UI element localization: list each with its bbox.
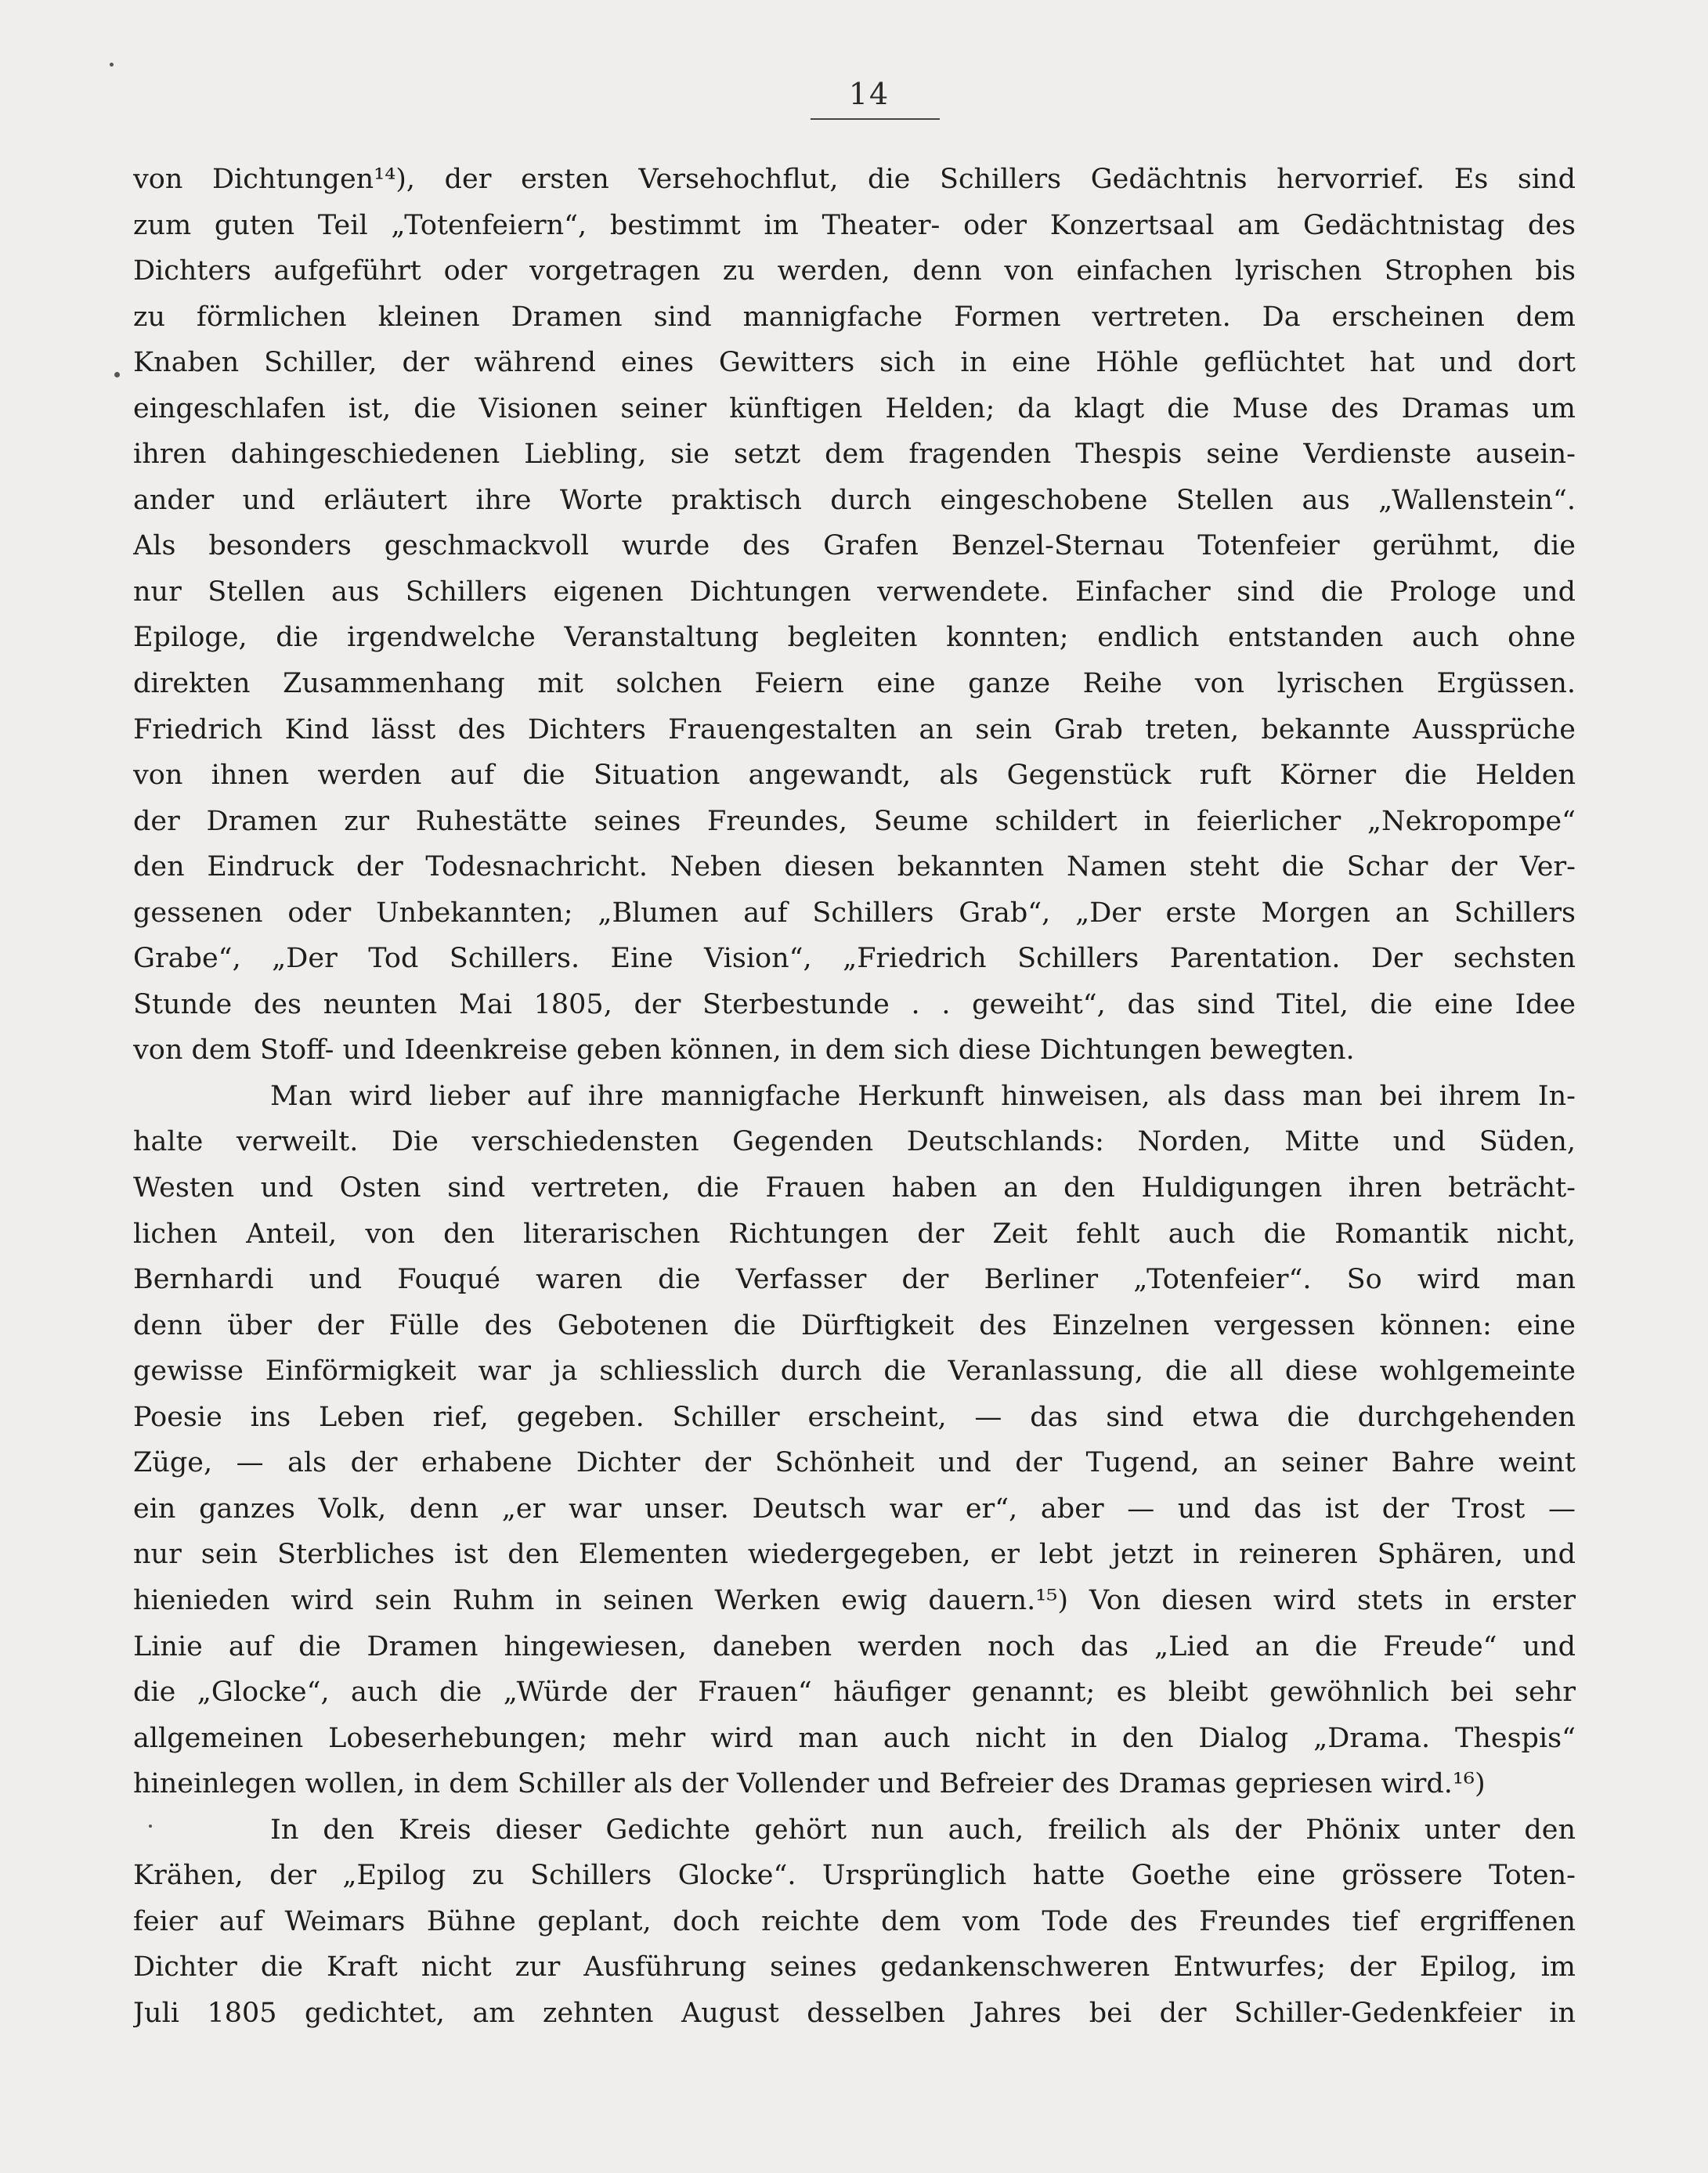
text-line: Man wird lieber auf ihre mannigfache Herkunft hinweisen, als dass man bei ihrem In- <box>270 1080 1576 1112</box>
page-number: 14 <box>848 77 890 111</box>
text-line: allgemeinen Lobeserhebungen; mehr wird man auch nicht in den Dialog „Drama. Thespis“ <box>133 1722 1576 1754</box>
text-line: der Dramen zur Ruhestätte seines Freundes, Seume schildert in feierlicher „Nekropompe“ <box>133 805 1576 837</box>
text-line: Dichter die Kraft nicht zur Ausführung seines gedankenschweren Entwurfes; der Epilog, im <box>133 1951 1576 1983</box>
text-line: von Dichtungen¹⁴), der ersten Versehochflut, die Schillers Gedächtnis hervorrief. Es sind <box>133 164 1576 195</box>
text-line: feier auf Weimars Bühne geplant, doch reichte dem vom Tode des Freundes tief ergriffenen <box>133 1905 1576 1937</box>
text-line: Juli 1805 gedichtet, am zehnten August desselben Jahres bei der Schiller-Gedenkfeier in <box>133 1997 1576 2029</box>
paper-speck <box>114 372 120 377</box>
text-line: lichen Anteil, von den literarischen Richtungen der Zeit fehlt auch die Romantik nicht, <box>133 1218 1576 1250</box>
text-line: die „Glocke“, auch die „Würde der Frauen“ häufiger genannt; es bleibt gewöhnlich bei sehr <box>133 1677 1576 1709</box>
text-line: von ihnen werden auf die Situation angewandt, als Gegenstück ruft Körner die Helden <box>133 760 1576 792</box>
text-line: Epiloge, die irgendwelche Veranstaltung begleiten konnten; endlich entstanden auch ohne <box>133 622 1576 654</box>
text-line: hienieden wird sein Ruhm in seinen Werken ewig dauern.¹⁵) Von diesen wird stets in erster <box>133 1584 1576 1616</box>
text-line: den Eindruck der Todesnachricht. Neben diesen bekannten Namen steht die Schar der Ver- <box>133 851 1576 883</box>
text-line: gewisse Einförmigkeit war ja schliesslich durch die Veranlassung, die all diese wohlgemeinte <box>133 1355 1576 1388</box>
paper-speck <box>110 63 114 67</box>
text-line: zum guten Teil „Totenfeiern“, bestimmt im Theater- oder Konzertsaal am Gedächtnistag des <box>133 209 1576 241</box>
text-line: Knaben Schiller, der während eines Gewitters sich in eine Höhle geflüchtet hat und dort <box>133 347 1576 379</box>
text-line: Bernhardi und Fouqué waren die Verfasser der Berliner „Totenfeier“. So wird man <box>133 1264 1576 1296</box>
text-line: Züge, — als der erhabene Dichter der Schönheit und der Tugend, an seiner Bahre weint <box>133 1447 1576 1479</box>
text-line: zu förmlichen kleinen Dramen sind mannigfache Formen vertreten. Da erscheinen dem <box>133 301 1576 333</box>
text-line: ihren dahingeschiedenen Liebling, sie setzt dem fragenden Thespis seine Verdienste ausein- <box>133 439 1576 471</box>
text-line: Poesie ins Leben rief, gegeben. Schiller erscheint, — das sind etwa die durchgehenden <box>133 1401 1576 1433</box>
text-line: nur sein Sterbliches ist den Elementen wiedergegeben, er lebt jetzt in reineren Sphären, und <box>133 1539 1576 1571</box>
text-line: hineinlegen wollen, in dem Schiller als der Vollender und Befreier des Dramas gepriesen wird.¹⁶) <box>133 1768 1486 1800</box>
text-line: Friedrich Kind lässt des Dichters Frauengestalten an sein Grab treten, bekannte Aussprüche <box>133 713 1576 745</box>
text-line: In den Kreis dieser Gedichte gehört nun auch, freilich als der Phönix unter den <box>270 1814 1576 1846</box>
text-line: ander und erläutert ihre Worte praktisch durch eingeschobene Stellen aus „Wallenstein“. <box>133 484 1576 516</box>
text-line: Dichters aufgeführt oder vorgetragen zu werden, denn von einfachen lyrischen Strophen bis <box>133 255 1576 287</box>
text-line: Linie auf die Dramen hingewiesen, daneben werden noch das „Lied an die Freude“ und <box>133 1630 1576 1662</box>
text-line: nur Stellen aus Schillers eigenen Dichtungen verwendete. Einfacher sind die Prologe und <box>133 576 1576 608</box>
text-line: Stunde des neunten Mai 1805, der Sterbestunde . . geweiht“, das sind Titel, die eine Idee <box>133 988 1576 1020</box>
text-line: Westen und Osten sind vertreten, die Frauen haben an den Huldigungen ihren beträcht- <box>133 1172 1576 1204</box>
text-line: Grabe“, „Der Tod Schillers. Eine Vision“, „Friedrich Schillers Parentation. Der sechsten <box>133 943 1576 975</box>
text-line: eingeschlafen ist, die Visionen seiner künftigen Helden; da klagt die Muse des Dramas um <box>133 392 1576 424</box>
body-text <box>133 157 1576 2036</box>
text-line: von dem Stoff- und Ideenkreise geben können, in dem sich diese Dichtungen bewegten. <box>133 1034 1355 1067</box>
page-number-rule <box>811 118 940 120</box>
text-line: gessenen oder Unbekannten; „Blumen auf Schillers Grab“, „Der erste Morgen an Schillers <box>133 897 1576 929</box>
text-line: Krähen, der „Epilog zu Schillers Glocke“. Ursprünglich hatte Goethe eine grössere Toten- <box>133 1860 1576 1892</box>
text-line: denn über der Fülle des Gebotenen die Dürftigkeit des Einzelnen vergessen können: eine <box>133 1309 1576 1341</box>
text-line: direkten Zusammenhang mit solchen Feiern eine ganze Reihe von lyrischen Ergüssen. <box>133 668 1576 700</box>
text-line: halte verweilt. Die verschiedensten Gegenden Deutschlands: Norden, Mitte und Süden, <box>133 1126 1576 1158</box>
text-line: Als besonders geschmackvoll wurde des Grafen Benzel-Sternau Totenfeier gerühmt, die <box>133 530 1576 562</box>
text-line: ein ganzes Volk, denn „er war unser. Deutsch war er“, aber — und das ist der Trost — <box>133 1493 1576 1525</box>
